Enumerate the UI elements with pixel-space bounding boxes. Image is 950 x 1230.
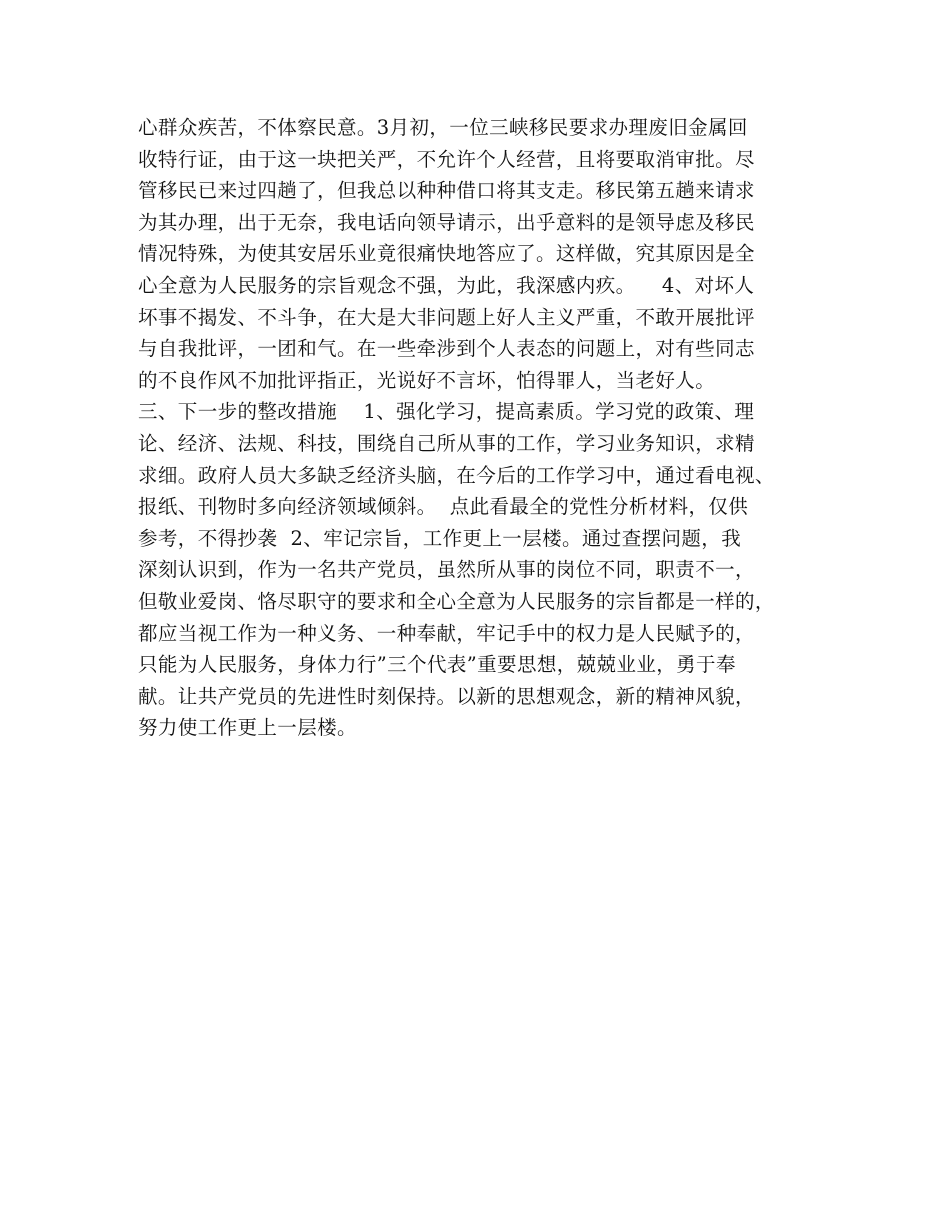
text-line: 与自我批评，一团和气。在一些牵涉到个人表态的问题上，对有些同志 [138,337,755,361]
text-line: 参考，不得抄袭 2、牢记宗旨，工作更上一层楼。通过查摆问题，我 [138,526,742,550]
text-line: 心全意为人民服务的宗旨观念不强，为此，我深感内疚。 4、对坏人 [138,273,755,297]
text-line: 求细。政府人员大多缺乏经济头脑，在今后的工作学习中，通过看电视、 [138,463,775,487]
text-line: 情况特殊，为使其安居乐业竟很痛快地答应了。这样做，究其原因是全 [138,242,755,266]
body-text [138,112,838,744]
text-line: 管移民已来过四趟了，但我总以种种借口将其支走。移民第五趟来请求 [138,179,755,203]
text-line: 坏事不揭发、不斗争，在大是大非问题上好人主义严重，不敢开展批评 [138,305,755,329]
text-line: 只能为人民服务，身体力行”三个代表”重要思想，兢兢业业，勇于奉 [138,653,736,677]
text-line: 收特行证，由于这一块把关严，不允许个人经营，且将要取消审批。尽 [138,147,755,171]
text-line: 心群众疾苦，不体察民意。3月初，一位三峡移民要求办理废旧金属回 [138,116,748,139]
text-line: 为其办理，出于无奈，我电话向领导请示，出乎意料的是领导虑及移民 [138,210,755,234]
text-line: 努力使工作更上一层楼。 [138,716,357,740]
text-line: 论、经济、法规、科技，围绕自己所从事的工作，学习业务知识，求精 [138,431,755,455]
text-line: 深刻认识到，作为一名共产党员，虽然所从事的岗位不同，职责不一， [138,558,755,582]
text-line: 献。让共产党员的先进性时刻保持。以新的思想观念，新的精神风貌， [138,684,755,708]
text-line: 的不良作风不加批评指正，光说好不言坏，怕得罪人，当老好人。 [138,368,716,392]
text-line: 报纸、刊物时多向经济领域倾斜。 点此看最全的党性分析材料，仅供 [138,495,749,519]
text-line: 但敬业爱岗、恪尽职守的要求和全心全意为人民服务的宗旨都是一样的， [138,589,775,613]
section-heading-line: 三、下一步的整改措施 1、强化学习，提高素质。学习党的政策、理 [138,400,755,424]
text-line: 都应当视工作为一种义务、一种奉献，牢记手中的权力是人民赋予的， [138,621,755,645]
